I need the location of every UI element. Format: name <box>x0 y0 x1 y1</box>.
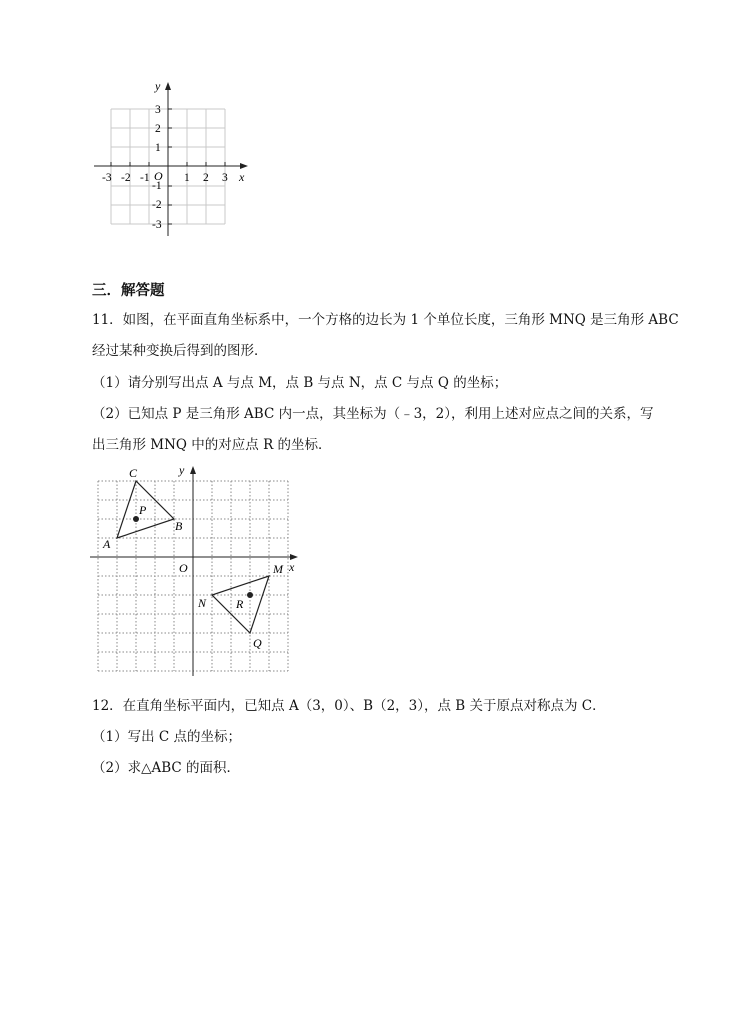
q12-line-3: （2）求△ABC 的面积． <box>92 760 241 776</box>
y-axis-arrow <box>165 82 171 90</box>
label-r: R <box>236 597 244 611</box>
y-tick-label: -3 <box>152 219 162 231</box>
label-a: A <box>103 537 111 551</box>
q11-line-1: 11．如图，在平面直角坐标系中，一个方格的边长为 1 个单位长度，三角形 MNQ 是三角形 ABC <box>92 312 679 328</box>
point-r <box>247 592 253 598</box>
label-b: B <box>175 519 183 533</box>
coordinate-grid-figure <box>88 76 258 242</box>
label-q: Q <box>253 636 262 650</box>
x-axis-label: x <box>239 170 245 184</box>
x-axis-label: x <box>289 560 295 574</box>
y-tick-label: 3 <box>155 104 161 116</box>
y-tick-label: -2 <box>152 199 162 211</box>
x-axis-arrow <box>240 163 248 169</box>
x-tick-label: -2 <box>121 172 131 184</box>
y-axis-label: y <box>155 79 161 93</box>
x-tick-label: 1 <box>184 172 190 184</box>
triangle-transform-figure <box>90 462 305 682</box>
y-tick-label: 1 <box>155 142 161 154</box>
q11-line-5: 出三角形 MNQ 中的对应点 R 的坐标． <box>92 437 332 453</box>
label-p: P <box>139 503 147 517</box>
q11-line-3: （1）请分别写出点 A 与点 M，点 B 与点 N，点 C 与点 Q 的坐标； <box>92 375 508 391</box>
q11-line-4: （2）已知点 P 是三角形 ABC 内一点，其坐标为（﹣3，2），利用上述对应点之间的关系，写 <box>92 406 654 422</box>
q11-line-2: 经过某种变换后得到的图形． <box>92 343 268 359</box>
x-tick-label: -3 <box>102 172 112 184</box>
section-title: 三．解答题 <box>92 283 165 299</box>
y-axis-label: y <box>179 463 185 477</box>
y-tick-label: 2 <box>155 123 161 135</box>
label-c: C <box>129 466 138 480</box>
y-axis-arrow <box>190 466 196 474</box>
q12-line-1: 12．在直角坐标平面内，已知点 A（3，0）、B（2，3），点 B 关于原点对称点为 C． <box>92 698 606 714</box>
x-tick-label: 2 <box>203 172 209 184</box>
origin-label: O <box>154 169 163 183</box>
origin-label: O <box>179 561 188 575</box>
x-tick-label: -1 <box>140 172 150 184</box>
x-tick-label: 3 <box>222 172 228 184</box>
label-m: M <box>273 562 283 576</box>
q12-line-2: （1）写出 C 点的坐标； <box>92 729 242 745</box>
label-n: N <box>198 596 207 610</box>
y-tick-label: -1 <box>152 180 162 192</box>
